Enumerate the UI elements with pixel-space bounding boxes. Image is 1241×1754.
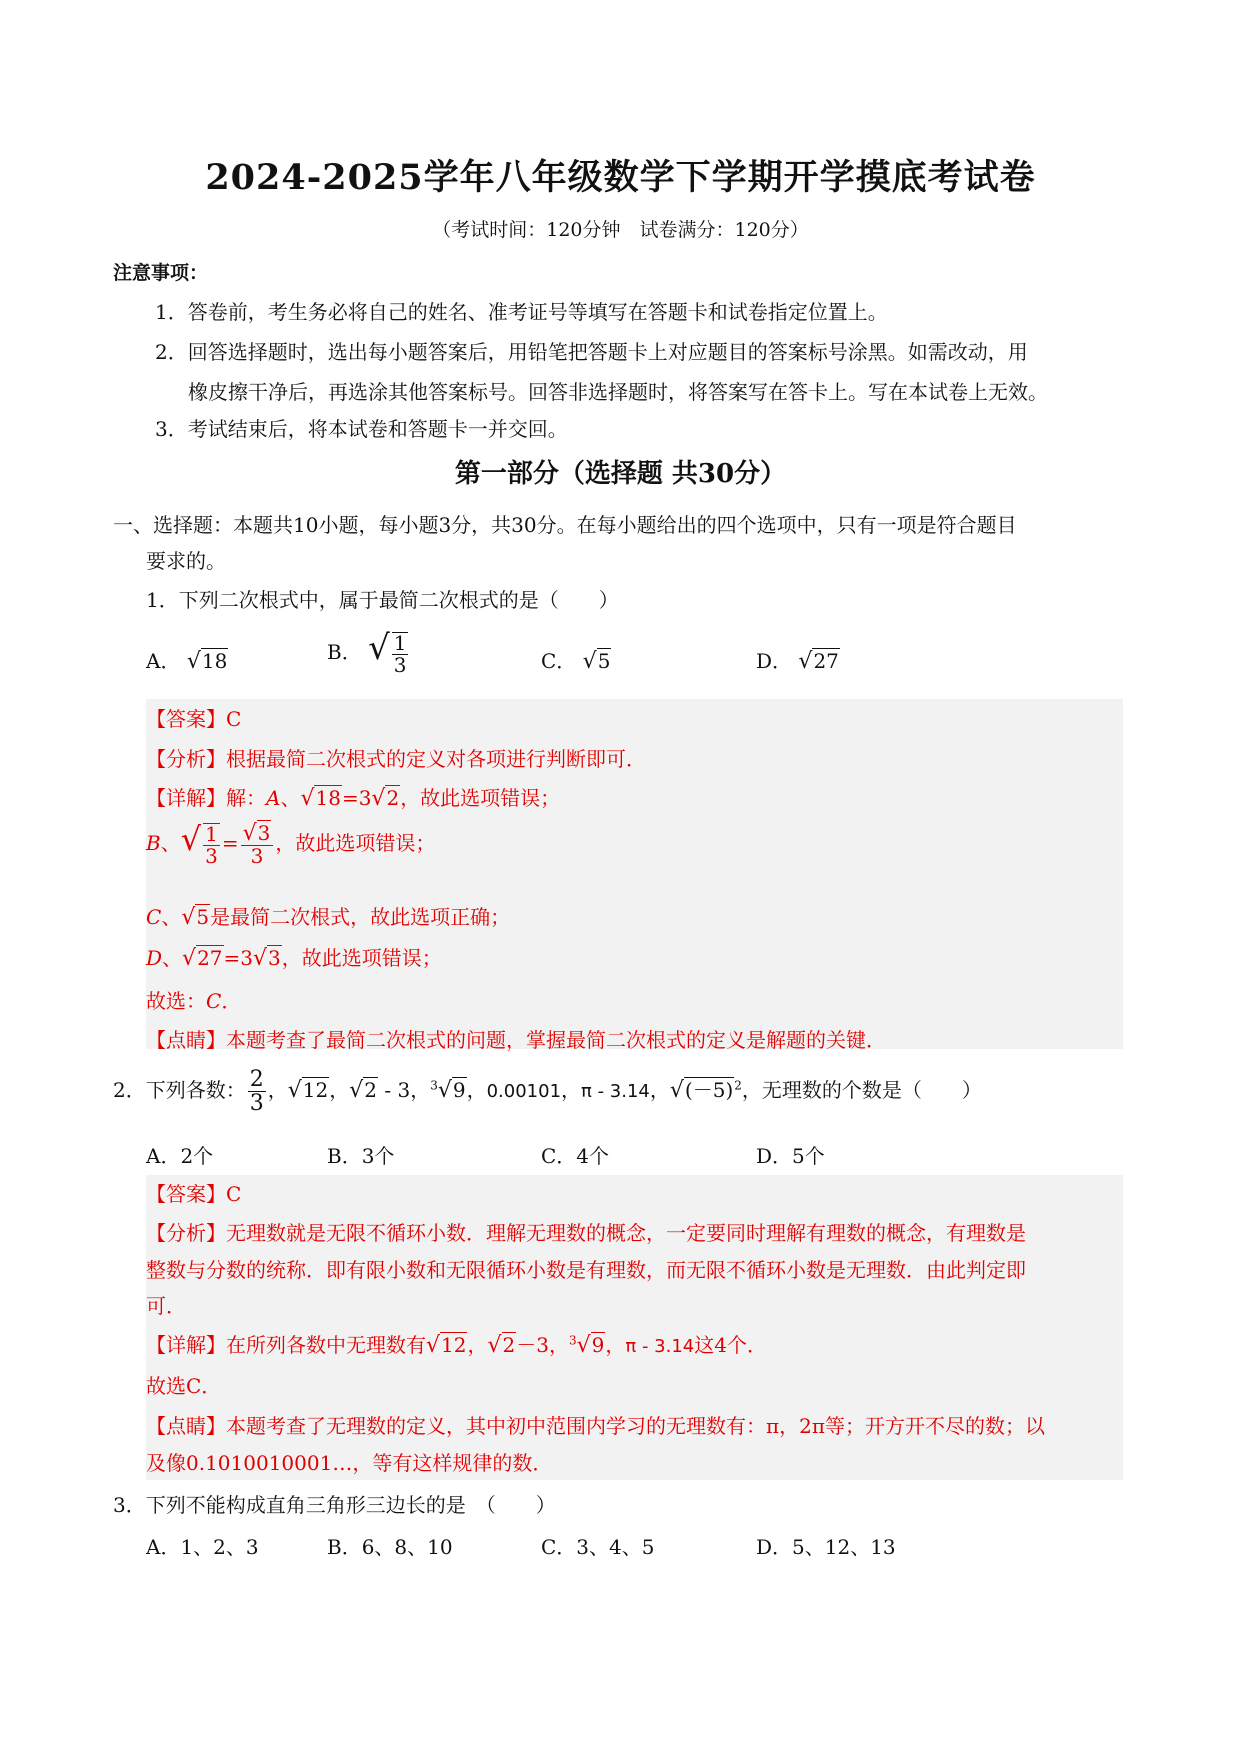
exam-subtitle: （考试时间：120分钟 试卷满分：120分） [432,219,809,241]
q1-option-b [327,628,410,676]
q1-stem: 1．下列二次根式中，属于最简二次根式的是（ ） [146,588,619,612]
separator: ， [561,1078,582,1103]
option-label: C． [541,649,577,673]
q2-answer: 【答案】C [146,1182,242,1206]
q1-analysis: 【分析】根据最简二次根式的定义对各项进行判断即可． [146,747,646,771]
radicand: 12 [302,1078,329,1103]
exam-title: 2024-2025学年八年级数学下学期开学摸底考试卷 [205,157,1036,198]
detail-tail: 是最简二次根式，故此选项正确； [210,905,511,929]
separator: ， [410,1078,431,1103]
root-index: 3 [568,1333,577,1348]
option-letter: C [146,905,162,929]
sqrt-expression: √2 [487,1333,516,1358]
q2-analysis: 整数与分数的统称．即有限小数和无限循环小数是有理数，而无限不循环小数是无理数．由此判定即 [146,1258,1026,1282]
sqrt-expression: √5 [181,905,210,930]
radicand: 27 [813,649,839,673]
q1-comment: 【点睛】本题考查了最简二次根式的问题，掌握最简二次根式的定义是解题的关键． [146,1028,886,1052]
option-letter: B [146,831,161,855]
q1-detail-a [146,782,560,811]
option-letter: D [146,946,163,970]
sqrt-expression: √18 [300,786,341,811]
q2-analysis: 可． [146,1294,186,1318]
detail-head: 【详解】在所列各数中无理数有 [146,1333,426,1357]
stem-tail: ，无理数的个数是（ ） [741,1078,982,1103]
q1-choose [146,985,241,1014]
sqrt-expression: √(－5) [669,1078,734,1104]
radicand: 5 [597,649,611,673]
note-item: 3．考试结束后，将本试卷和答题卡一并交回。 [155,417,568,441]
sqrt-expression: √27 [798,649,839,674]
notes-heading: 注意事项： [113,262,209,284]
exponent: 2 [734,1078,742,1093]
detail-tail: ，故此选项错误； [400,786,561,810]
q3-option-a: A．1、2、3 [146,1535,259,1559]
sqrt-expression: √ $\frac{1}{3}$ [368,628,407,677]
radicand: 18 [201,649,228,673]
separator: ， [466,1078,487,1103]
separator: ， [267,1078,288,1103]
radicand: 3 [268,946,281,970]
q2-comment: 及像0.1010010001…，等有这样规律的数． [146,1451,553,1475]
radicand: 2 [386,786,400,810]
q2-stem [113,1068,982,1115]
q1-option-a [146,645,228,674]
numerator: 2 [249,1067,264,1092]
detail-tail: 这4个． [694,1333,767,1357]
equals-text: = [221,831,239,855]
q2-option-b: B．3个 [327,1144,395,1168]
q2-option-a: A．2个 [146,1144,214,1168]
q1-option-d [756,645,840,674]
denominator: 3 [249,1091,264,1117]
detail-tail: ，故此选项错误； [275,831,436,855]
note-item: 2．回答选择题时，选出每小题答案后，用铅笔把答题卡上对应题目的答案标号涂黑。如需改动，用 [155,340,1028,364]
choose-value: C [206,989,222,1013]
q3-option-b: B．6、8、10 [327,1535,453,1559]
numerator: 1 [205,821,218,846]
sqrt-expression: √18 [186,649,228,674]
choose-text: 故选： [146,989,206,1013]
separator: 、 [160,831,181,855]
choose-end: ． [221,989,242,1013]
q1-detail-d [146,942,442,971]
q3-stem: 3．下列不能构成直角三角形三边长的是 （ ） [113,1493,556,1517]
sqrt-expression: √ $\frac{1}{3}$ [180,820,218,868]
option-label: A． [146,649,181,673]
denominator: 3 [205,843,218,868]
note-item: 1．答卷前，考生务必将自己的姓名、准考证号等填写在答题卡和试卷指定位置上。 [155,300,888,324]
expression-tail: - 3 [377,1078,411,1103]
detail-head: 【详解】解： [146,786,266,810]
option-label: B． [327,640,362,664]
number: π - 3.14 [581,1081,650,1103]
q2-detail: 【详解】在所列各数中无理数有√12，√2－3，$^3$√9，π - 3.14这4个． [146,1333,767,1358]
denominator: 3 [393,652,407,677]
sqrt-expression: √27 [182,946,223,971]
radicand: 5 [196,905,210,929]
denominator: 3 [250,844,264,869]
separator: ， [649,1078,670,1103]
cube-root-expression: $^3$√9 [430,1078,466,1104]
sqrt-expression: √2 [349,1078,377,1104]
radicand: 9 [591,1333,605,1357]
q1-answer: 【答案】C [146,707,242,731]
q2-option-d: D．5个 [756,1144,825,1168]
sqrt-expression: √2 [371,786,400,811]
number: π - 3.14 [625,1336,695,1357]
separator: 、 [280,786,301,810]
cube-root-expression: $^3$√9 [568,1333,605,1358]
radicand: 3 [257,820,271,845]
q1-detail-b [146,820,435,867]
radicand: 2 [364,1078,377,1103]
q2-choose: 故选C． [146,1374,222,1398]
equals-text: =3 [341,786,372,810]
radicand: 12 [441,1333,467,1357]
q2-analysis: 【分析】无理数就是无限不循环小数．理解无理数的概念，一定要同时理解有理数的概念，有理数是 [146,1221,1026,1245]
q3-option-c: C．3、4、5 [541,1535,655,1559]
q2-option-c: C．4个 [541,1144,610,1168]
sqrt-expression: √3 [253,946,281,971]
sqrt-expression: √3 [242,820,271,846]
q2-comment: 【点睛】本题考查了无理数的定义，其中初中范围内学习的无理数有：π，2π等；开方开不尽的数；以 [146,1414,1046,1438]
q3-option-d: D．5、12、13 [756,1535,896,1559]
radicand: (－5) [684,1078,734,1103]
number: 0.00101 [486,1081,562,1103]
section-title: 第一部分（选择题 共30分） [454,459,787,489]
expression-tail: －3 [516,1333,549,1357]
separator: 、 [162,946,183,970]
radicand: 2 [502,1333,516,1357]
detail-tail: ，故此选项错误； [281,946,442,970]
stem-prefix: 2．下列各数： [113,1078,246,1103]
note-item: 橡皮擦干净后，再选涂其他答案标号。回答非选择题时，将答案写在答卡上。写在本试卷上无效。 [188,380,1048,404]
separator: 、 [161,905,182,929]
sqrt-expression: √12 [287,1078,329,1104]
radicand: 18 [315,786,341,810]
separator: ， [329,1078,350,1103]
option-letter: A [266,786,281,810]
q1-option-c [541,645,611,674]
radicand: 27 [197,946,223,970]
radicand: 9 [452,1078,466,1103]
option-label: D． [756,649,793,673]
q1-detail-c [146,901,510,930]
sqrt-expression: √5 [582,649,611,674]
section-intro: 一、选择题：本题共10小题，每小题3分，共30分。在每小题给出的四个选项中，只有一项是符合题目 [113,513,1017,537]
equals-text: =3 [223,946,254,970]
sqrt-expression: √12 [426,1333,467,1358]
numerator: 1 [393,630,407,655]
root-index: 3 [430,1078,438,1093]
section-intro: 要求的。 [146,549,226,573]
